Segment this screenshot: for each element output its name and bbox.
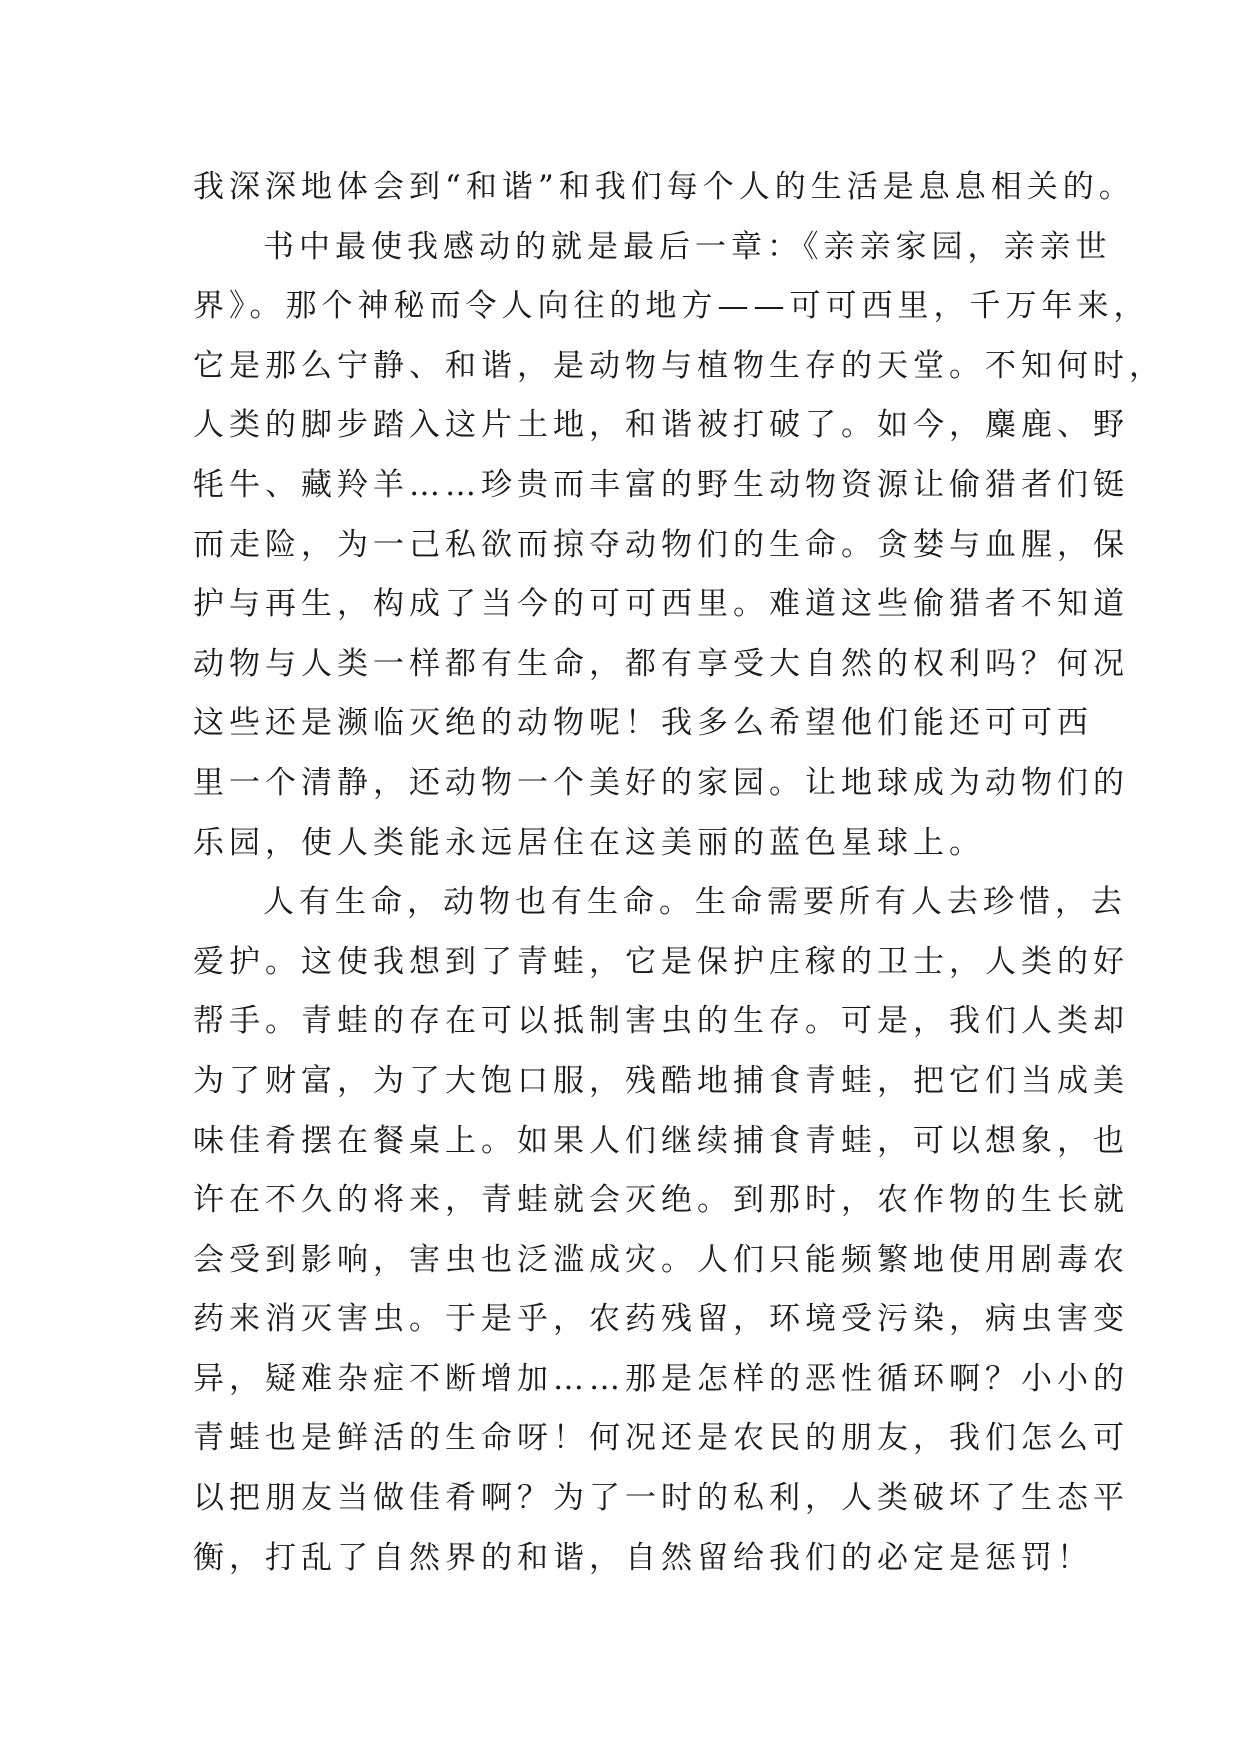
text-line-23: 以把朋友当做佳肴啊？为了一时的私利，人类破坏了生态平 xyxy=(193,1480,1129,1517)
text-line-21: 异，疑难杂症不断增加……那是怎样的恶性循环啊？小小的 xyxy=(193,1360,1129,1397)
text-line-15: 帮手。青蛙的存在可以抵制害虫的生存。可是，我们人类却 xyxy=(193,1003,1129,1040)
text-line-19: 会受到影响，害虫也泛滥成灾。人们只能频繁地使用剧毒农 xyxy=(193,1241,1129,1278)
text-line-7: 而走险，为一己私欲而掠夺动物们的生命。贪婪与血腥，保 xyxy=(193,526,1129,563)
text-line-17: 味佳肴摆在餐桌上。如果人们继续捕食青蛙，可以想象，也 xyxy=(193,1122,1129,1159)
text-line-5: 人类的脚步踏入这片土地，和谐被打破了。如今，麋鹿、野 xyxy=(193,407,1129,444)
text-line-6: 牦牛、藏羚羊……珍贵而丰富的野生动物资源让偷猎者们铤 xyxy=(193,466,1129,503)
text-line-8: 护与再生，构成了当今的可可西里。难道这些偷猎者不知道 xyxy=(193,586,1129,623)
paragraph-start-line-2: 书中最使我感动的就是最后一章：《亲亲家园，亲亲世 xyxy=(263,228,1112,265)
text-line-9: 动物与人类一样都有生命，都有享受大自然的权利吗？何况 xyxy=(193,645,1129,682)
essay-body xyxy=(193,158,1165,1588)
text-line-14: 爱护。这使我想到了青蛙，它是保护庄稼的卫士，人类的好 xyxy=(193,943,1129,980)
text-line-20: 药来消灭害虫。于是乎，农药残留，环境受污染，病虫害变 xyxy=(193,1301,1129,1338)
text-line-4: 它是那么宁静、和谐，是动物与植物生存的天堂。不知何时， xyxy=(193,347,1165,384)
text-line-3: 界》。那个神秘而令人向往的地方——可可西里，千万年来， xyxy=(193,288,1150,325)
text-line-1: 我深深地体会到“和谐”和我们每个人的生活是息息相关的。 xyxy=(193,169,1135,205)
text-line-11: 里一个清静，还动物一个美好的家园。让地球成为动物们的 xyxy=(193,764,1129,801)
paragraph-start-line-13: 人有生命，动物也有生命。生命需要所有人去珍惜，去 xyxy=(263,884,1127,921)
text-line-24: 衡，打乱了自然界的和谐，自然留给我们的必定是惩罚！ xyxy=(193,1539,1093,1576)
text-line-18: 许在不久的将来，青蛙就会灭绝。到那时，农作物的生长就 xyxy=(193,1182,1129,1219)
text-line-12: 乐园，使人类能永远居住在这美丽的蓝色星球上。 xyxy=(193,824,985,861)
text-line-10: 这些还是濒临灭绝的动物呢！我多么希望他们能还可可西 xyxy=(193,705,1093,742)
text-line-16: 为了财富，为了大饱口服，残酷地捕食青蛙，把它们当成美 xyxy=(193,1062,1129,1099)
text-line-22: 青蛙也是鲜活的生命呀！何况还是农民的朋友，我们怎么可 xyxy=(193,1420,1129,1457)
